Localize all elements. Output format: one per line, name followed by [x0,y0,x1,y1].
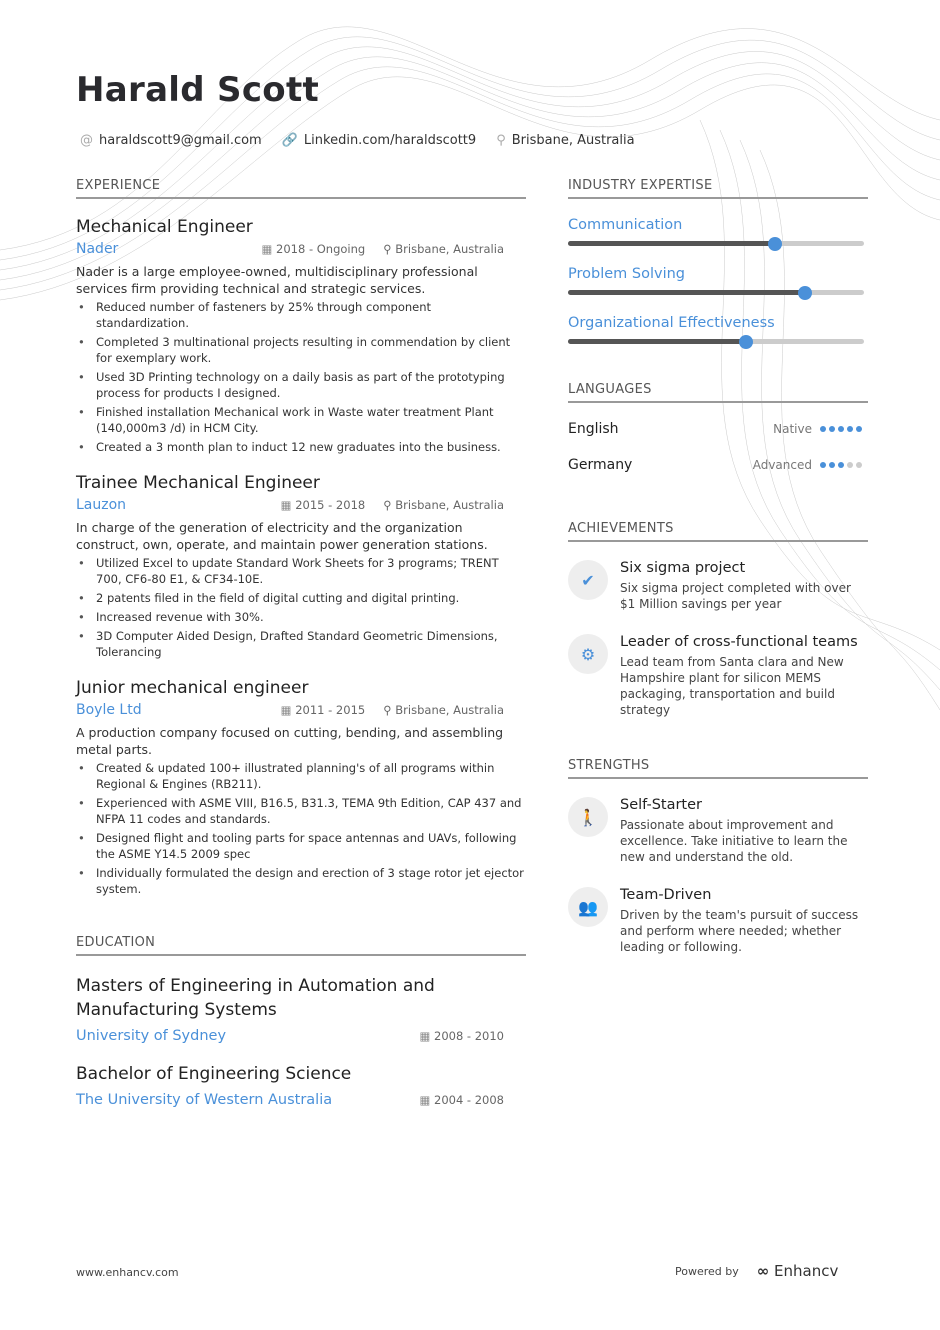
skill-item [568,217,868,246]
job-bullet: • 3D Computer Aided Design, Drafted Standard Geometric Dimensions, Tolerancing [76,628,526,660]
skill-bar [568,290,864,295]
degree: Masters of Engineering in Automation and Manufacturing Systems [76,976,435,1020]
job-bullet: • 2 patents filed in the field of digital cutting and digital printing. [76,590,526,606]
calendar-icon: ▦ [419,1093,431,1107]
location-icon: ⚲ [496,133,506,148]
language-level: Native [773,422,812,436]
location-icon: ⚲ [383,242,392,256]
item-description: Six sigma project completed with over $1 Million savings per year [620,581,851,611]
strengths-item [568,887,868,955]
job-entry [76,678,526,897]
check-icon: ✔ [568,560,608,600]
job-bullet: • Utilized Excel to update Standard Work Sheets for 3 programs; TRENT 700, CF6-80 E1, & CF34-10E. [76,555,526,587]
job-title: Mechanical Engineer [76,217,253,237]
company[interactable]: Lauzon [76,497,127,513]
expertise-heading: INDUSTRY EXPERTISE [568,178,868,199]
footer-site[interactable]: www.enhancv.com [76,1266,179,1279]
achievements-item [568,560,868,612]
item-description: Driven by the team's pursuit of success and perform where needed; whether leading or following. [620,908,859,954]
job-title: Junior mechanical engineer [76,678,309,698]
link-icon: 🔗 [281,133,298,148]
company[interactable]: Boyle Ltd [76,702,142,718]
linkedin[interactable]: Linkedin.com/haraldscott9 [303,133,477,148]
item-title: Leader of cross-functional teams [620,634,858,650]
job-location: Brisbane, Australia [395,703,504,717]
company[interactable]: Nader [76,241,119,257]
candidate-name: Harald Scott [76,70,320,110]
experience-heading: EXPERIENCE [76,178,526,199]
skill-item [568,315,868,344]
location-icon: ⚲ [383,703,392,717]
footer-brand [675,1262,838,1280]
left-column [76,178,526,1126]
skill-item [568,266,868,295]
language-name: Germany [568,457,633,473]
job-bullet: • Reduced number of fasteners by 25% through component standardization. [76,299,526,331]
job-description: Nader is a large employee-owned, multidisciplinary professional services firm providing technical and strategic services. [76,264,478,296]
calendar-icon: ▦ [261,242,273,256]
job-description: A production company focused on cutting, bending, and assembling metal parts. [76,725,504,757]
right-column [568,178,868,977]
strengths-heading: STRENGTHS [568,758,868,779]
enhancv-logo: ∞ Enhancv [756,1262,839,1280]
job-bullet: • Increased revenue with 30%. [76,609,526,625]
education-entry [76,974,526,1044]
education-heading: EDUCATION [76,935,526,956]
contact-info [80,133,635,148]
skill-name: Organizational Effectiveness [568,315,775,331]
item-description: Passionate about improvement and excellence. Take initiative to learn the new and understand the old. [620,818,848,864]
job-bullet: • Completed 3 multinational projects resulting in commendation by client for exemplary work. [76,334,526,366]
item-title: Team-Driven [620,887,712,903]
job-entry [76,217,526,455]
job-bullet: • Individually formulated the design and erection of 3 stage rotor jet ejector system. [76,865,526,897]
calendar-icon: ▦ [280,498,292,512]
achievements-heading: ACHIEVEMENTS [568,521,868,542]
education-entry [76,1062,526,1108]
language-item [568,411,868,447]
location-icon: ⚲ [383,498,392,512]
job-bullet: • Experienced with ASME VIII, B16.5, B31.3, TEMA 9th Edition, CAP 437 and NFPA 11 codes and standards. [76,795,526,827]
location: Brisbane, Australia [511,133,635,148]
degree: Bachelor of Engineering Science [76,1064,352,1084]
item-description: Lead team from Santa clara and New Hampshire plant for silicon MEMS packaging, transportation and build strategy [620,655,844,717]
item-title: Six sigma project [620,560,746,576]
edu-dates: 2004 - 2008 [434,1093,504,1107]
language-dots [820,426,862,432]
school[interactable]: University of Sydney [76,1028,227,1044]
languages-heading: LANGUAGES [568,382,868,403]
calendar-icon: ▦ [280,703,292,717]
gears-icon: ⚙ [568,634,608,674]
skill-bar [568,241,864,246]
job-title: Trainee Mechanical Engineer [76,473,320,493]
job-dates: 2015 - 2018 [295,498,366,512]
skill-bar [568,339,864,344]
job-location: Brisbane, Australia [395,242,504,256]
language-name: English [568,421,619,437]
job-bullet: • Designed flight and tooling parts for space antennas and UAVs, following the ASME Y14.5 2009 spec [76,830,526,862]
job-location: Brisbane, Australia [395,498,504,512]
job-bullet: • Finished installation Mechanical work in Waste water treatment Plant (140,000m3 /d) in HCM City. [76,404,526,436]
language-level: Advanced [752,458,812,472]
item-title: Self-Starter [620,797,703,813]
language-item [568,447,868,483]
email[interactable]: haraldscott9@gmail.com [99,133,262,148]
at-icon: @ [80,133,93,148]
edu-dates: 2008 - 2010 [434,1029,504,1043]
skill-name: Problem Solving [568,266,685,282]
strengths-item [568,797,868,865]
calendar-icon: ▦ [419,1029,431,1043]
achievements-item [568,634,868,718]
job-bullet: • Created a 3 month plan to induct 12 new graduates into the business. [76,439,526,455]
skill-name: Communication [568,217,683,233]
job-bullet: • Used 3D Printing technology on a daily basis as part of the prototyping process for products I designed. [76,369,526,401]
job-entry [76,473,526,660]
person-icon: 🚶 [568,797,608,837]
job-bullet: • Created & updated 100+ illustrated planning's of all programs within Regional & Engines (RB211). [76,760,526,792]
job-dates: 2011 - 2015 [295,703,366,717]
school[interactable]: The University of Western Australia [76,1092,333,1108]
powered-by: Powered by [675,1264,739,1278]
team-icon: 👥 [568,887,608,927]
language-dots [820,462,862,468]
job-dates: 2018 - Ongoing [276,242,366,256]
job-description: In charge of the generation of electricity and the organization construct, own, operate, and maintain power generation stations. [76,520,488,552]
